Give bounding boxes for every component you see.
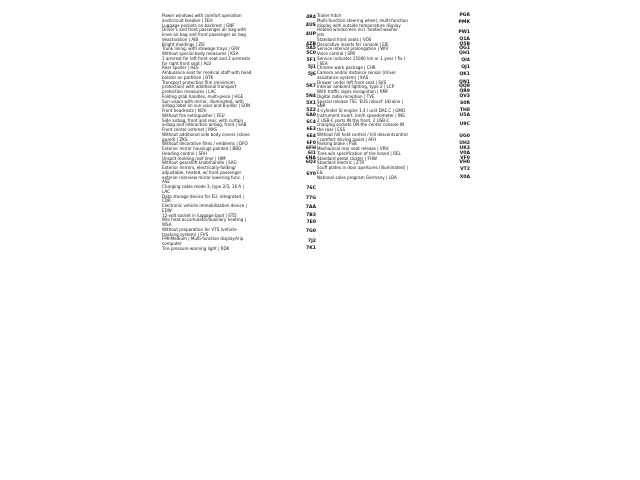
option-description: Exterior mirror housings painted | BBO — [162, 146, 242, 151]
option-description: Without hill hold control / hill descentcontrol / comfort driving assist | AFH — [317, 131, 408, 142]
option-description: Trailer hitch — [317, 13, 342, 18]
option-code: U5A — [459, 112, 470, 118]
option-description: FPK-Medium | Multi-function display/trip computer — [162, 236, 244, 246]
option-description: Mechanical rear seat release | VRH — [317, 146, 389, 151]
option-code: QQ9 — [458, 84, 470, 90]
option-description: Exterior mirrors, electrically-folding/ adjustable, heated, w/ front passenger exterior rearview mirror lowering func. | ASE — [162, 165, 244, 185]
option-code: TH8 — [459, 108, 470, 113]
option-code: QH1 — [459, 51, 470, 56]
option-description: Voice control | SPR — [317, 51, 356, 56]
option-code: 7E0 — [306, 219, 316, 225]
option-description: Ambulance seat for medical staff with head bolster on partition | BTK — [162, 70, 252, 80]
options-sheet — [162, 14, 470, 332]
option-code: UH2 — [459, 141, 470, 147]
option-code: PW1 — [458, 29, 470, 35]
option-code: 6FH — [305, 146, 316, 151]
option-description: Parking brake | FSB — [317, 141, 357, 147]
option-description: With traffic signs recognition | KMF — [317, 89, 389, 94]
option-description: Tires w/o specification of tire brand | REL — [317, 150, 401, 156]
option-description: 1 armrest for left front seat and 2 armrests for right front seat | ALV — [162, 55, 251, 66]
option-code: 6NA — [305, 155, 316, 161]
option-code: QN1 — [459, 79, 470, 85]
option-description: Transport protection film (minimum protection) with additional transport protection measures | LAC — [162, 79, 237, 94]
option-description: Special release TSC 'EUS robust' Ukraine | SNR — [317, 98, 404, 109]
option-description: Folding grab handles, multi-piece | HGE — [162, 93, 244, 99]
option-code: U9C — [459, 122, 470, 128]
option-code: QR9 — [459, 89, 470, 94]
option-description: Without preparation for VTS (vehicle tracking system) | FVS — [162, 226, 237, 237]
option-code: 6Y0 — [306, 172, 316, 178]
option-code: 6A0 — [306, 112, 316, 118]
option-code: QK1 — [459, 72, 470, 78]
option-description: Electronic vehicle immobilization device | EDW — [162, 203, 247, 213]
option-code: QV3 — [459, 93, 470, 99]
option-code: QJ1 — [461, 65, 470, 71]
option-description: Service interval prolongation | WIV — [317, 46, 389, 52]
option-description: National sales program Germany | LDA — [317, 174, 397, 180]
option-code: 7G0 — [305, 229, 316, 235]
option-description: Camera and/or distance sensor (driver assistance system) | KAS — [317, 70, 397, 80]
option-code: 5J6 — [307, 72, 316, 78]
option-description: W/o heat accumulator/auxiliary heating | WSA — [162, 217, 246, 227]
option-description: Front center armrest | MAS — [162, 127, 217, 132]
option-description: Standard front seats | VOS — [317, 36, 372, 42]
option-code: VT2 — [460, 167, 470, 173]
option-description: Interior ambient lighting, type 2 | LCP — [317, 84, 395, 90]
option-description: Tire pressure warning light | RDK — [162, 245, 230, 251]
right-option-column — [317, 14, 470, 180]
option-code: 4US — [305, 22, 316, 28]
option-code: Q5B — [459, 41, 470, 47]
option-description: 12-volt socket in luggage boot | STD — [162, 212, 237, 218]
option-code: VF0 — [460, 155, 470, 161]
option-description: Decorative inserts for console | EIE — [317, 41, 389, 47]
option-description: Drawer under left front seat | SVS — [317, 79, 387, 85]
option-description: Trunk lining, with stowage trays | GRV — [162, 46, 240, 52]
option-description: 2 USB-C ports IN the front, 2 USB-C charging sockets ON the center console IN the rear | ESS — [317, 117, 405, 132]
option-description: Bright moldings | ZIE — [162, 41, 206, 47]
option-code: 6Q3 — [305, 160, 316, 166]
option-code: 6I1 — [307, 150, 316, 156]
option-description: Power windows with comfort operation and/circuit breaker | FEH — [162, 13, 242, 23]
option-code: 5Z2 — [306, 108, 316, 113]
option-code: 5A5 — [306, 46, 316, 52]
option-code: 77G — [305, 195, 316, 201]
option-description: 4-cylinder SI engine 1.4 l unit DAE.C | GMO — [317, 108, 406, 113]
option-code: VH0 — [459, 160, 470, 166]
option-description: Without special body measures | KSA — [162, 51, 239, 56]
option-code: QG1 — [459, 46, 470, 52]
option-description: Service indicator 15000 km or 1 year ( fix ) | SEA — [317, 55, 406, 66]
option-code: 5F1 — [306, 58, 316, 64]
option-description: Charging cable mode 3, type 2/3, 16 A | LAC — [162, 184, 244, 194]
left-option-column — [162, 14, 316, 252]
option-row — [162, 81, 316, 95]
option-code: Q1A — [459, 36, 470, 42]
option-row — [162, 166, 316, 185]
option-row — [317, 176, 470, 181]
option-description: Without additional side body covers (stone guard) | ZKS — [162, 131, 250, 142]
option-description: Data storage device for EU, integrated | CDR — [162, 193, 244, 204]
option-row — [162, 247, 316, 252]
option-description: Front headrests | KOV — [162, 108, 207, 113]
option-row — [317, 119, 470, 133]
option-description: Driver's and front passenger air bag with knee air bag and front passenger air bag deactivation | AIB — [162, 27, 247, 42]
option-description: Luggage pockets on backrest | GNF — [162, 22, 235, 28]
option-row — [162, 28, 316, 42]
option-code: 7AA — [305, 205, 316, 211]
option-code: PGR — [459, 13, 470, 18]
option-code: UG0 — [459, 134, 470, 140]
option-description: Side airbag, front and rear, with curtain airbag and interaction airbag, front | SAB — [162, 117, 247, 128]
option-description: Multi-function steering wheel, multi-function display with outside temperature display — [317, 17, 408, 28]
option-description: Without decorative films / emblems | DFO — [162, 141, 248, 147]
option-code: 6F0 — [306, 141, 316, 147]
option-code: 76C — [306, 186, 316, 192]
option-description: Sun visors with mirror, illuminated, with airbag label on sun visor and B-pillar | SON — [162, 98, 251, 109]
option-code: 4ZB — [305, 41, 316, 47]
option-code: QI4 — [461, 58, 470, 64]
option-code: 7J2 — [307, 238, 316, 244]
option-code: 6E4 — [306, 134, 316, 140]
option-code: PMK — [458, 20, 470, 26]
option-code: 5X1 — [306, 100, 316, 106]
option-code: V0A — [459, 150, 470, 156]
option-code: UK3 — [459, 146, 470, 151]
option-description: Heading control | SRH — [162, 150, 208, 156]
option-code: 5C0 — [306, 51, 316, 56]
option-description: Instrument insert, km/h speedometer | INS — [317, 112, 405, 118]
option-code: 7B3 — [306, 212, 316, 218]
option-code: X0A — [459, 174, 470, 180]
option-description: Without fire extinguisher | FEU — [162, 112, 225, 118]
option-description: Digital radio reception | TVE — [317, 93, 375, 99]
option-code: 4R4 — [306, 15, 316, 21]
option-description: Unsplit molding roof liner | HIM — [162, 155, 226, 161]
option-description: Scuff plates in door apertures (illuminated) | EIL — [317, 165, 408, 175]
option-description: Standard electric | ZTR — [317, 160, 365, 166]
option-code: S0R — [459, 100, 470, 106]
option-code: 7K1 — [306, 245, 316, 251]
option-description: Standard pedal cluster | FHW — [317, 155, 377, 161]
option-code: 6C4 — [306, 119, 316, 125]
option-description: Chrome work package | CHR — [317, 65, 376, 71]
option-description: Without gearshift knob/handle | SAG — [162, 160, 237, 166]
option-description: Heated windscreen incl. heated washer jets — [317, 27, 398, 37]
option-code: 5J1 — [307, 65, 316, 71]
option-code: 4UP — [305, 32, 316, 37]
option-description: Rear spoiler | HES — [162, 65, 199, 71]
option-code: 6E3 — [306, 127, 316, 132]
option-code: 5N4 — [305, 93, 316, 99]
option-code: 5K7 — [306, 84, 316, 90]
